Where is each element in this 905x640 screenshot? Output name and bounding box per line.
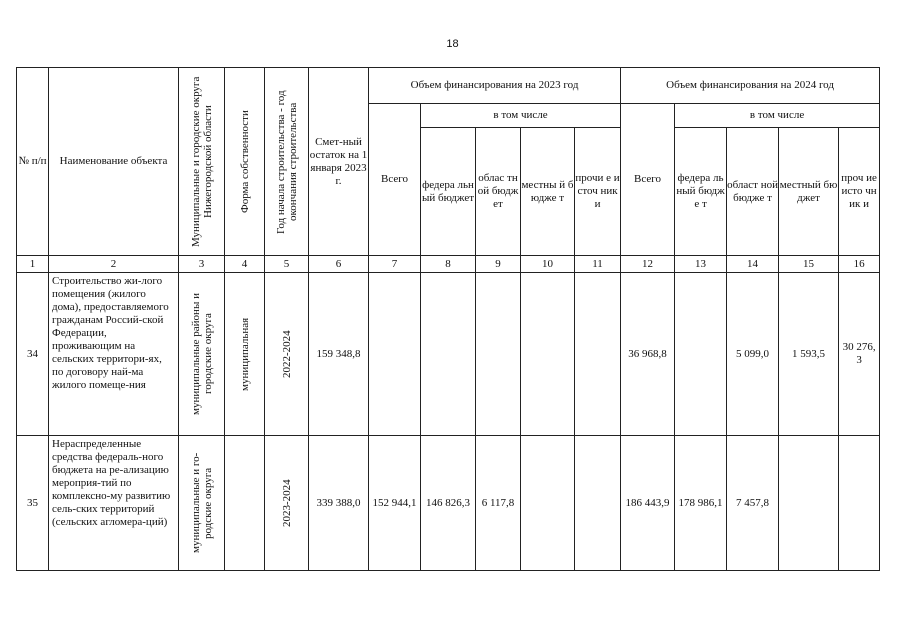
row-federal-2024 bbox=[675, 273, 727, 436]
header-regional-2024: област ной бюдже т bbox=[727, 128, 779, 256]
row-ownership: муниципальная bbox=[225, 273, 265, 436]
row-municipality: муниципальные районы и городские округа bbox=[179, 273, 225, 436]
row-total-2023: 152 944,1 bbox=[369, 436, 421, 571]
row-regional-2023: 6 117,8 bbox=[476, 436, 521, 571]
row-total-2023 bbox=[369, 273, 421, 436]
header-fin-2023: Объем финансирования на 2023 год bbox=[369, 68, 621, 104]
header-name: Наименование объекта bbox=[49, 68, 179, 256]
row-num: 34 bbox=[17, 273, 49, 436]
header-municipality: Муниципальные и городские округа Нижегородской области bbox=[179, 68, 225, 256]
row-other-2024 bbox=[839, 436, 880, 571]
row-remainder: 339 388,0 bbox=[309, 436, 369, 571]
row-total-2024: 186 443,9 bbox=[621, 436, 675, 571]
header-total-2024: Всего bbox=[621, 104, 675, 256]
column-number: 4 bbox=[225, 256, 265, 273]
column-number: 9 bbox=[476, 256, 521, 273]
row-name: Строительство жи-лого помещения (жилого дома), предоставляемого гражданам Россий-ской Федерации, проживающим на сельских территори-ях, по договору най-ма жилого помеще-ния bbox=[49, 273, 179, 436]
header-local-2023: местны й бюдже т bbox=[521, 128, 575, 256]
row-local-2024: 1 593,5 bbox=[779, 273, 839, 436]
column-number: 10 bbox=[521, 256, 575, 273]
row-municipality: муниципальные и го-родские округа bbox=[179, 436, 225, 571]
row-remainder: 159 348,8 bbox=[309, 273, 369, 436]
column-number: 6 bbox=[309, 256, 369, 273]
column-number: 12 bbox=[621, 256, 675, 273]
row-federal-2024: 178 986,1 bbox=[675, 436, 727, 571]
page-number: 18 bbox=[446, 38, 459, 50]
header-ownership: Форма собственности bbox=[225, 68, 265, 256]
header-including-2023: в том числе bbox=[421, 104, 621, 128]
row-other-2023 bbox=[575, 436, 621, 571]
column-number: 8 bbox=[421, 256, 476, 273]
row-num: 35 bbox=[17, 436, 49, 571]
header-total-2023: Всего bbox=[369, 104, 421, 256]
financing-table bbox=[16, 67, 880, 571]
header-federal-2023: федера льный бюджет bbox=[421, 128, 476, 256]
header-remainder: Смет-ный остаток на 1 января 2023 г. bbox=[309, 68, 369, 256]
row-total-2024: 36 968,8 bbox=[621, 273, 675, 436]
row-local-2024 bbox=[779, 436, 839, 571]
header-years: Год начала строительства - год окончания строительства bbox=[265, 68, 309, 256]
header-other-2023: прочи е источ ники bbox=[575, 128, 621, 256]
column-numbers-row bbox=[17, 256, 880, 273]
header-including-2024: в том числе bbox=[675, 104, 880, 128]
column-number: 16 bbox=[839, 256, 880, 273]
column-number: 14 bbox=[727, 256, 779, 273]
row-regional-2024: 7 457,8 bbox=[727, 436, 779, 571]
header-other-2024: проч ие исто чник и bbox=[839, 128, 880, 256]
column-number: 2 bbox=[49, 256, 179, 273]
column-number: 7 bbox=[369, 256, 421, 273]
column-number: 11 bbox=[575, 256, 621, 273]
row-regional-2023 bbox=[476, 273, 521, 436]
row-ownership bbox=[225, 436, 265, 571]
row-local-2023 bbox=[521, 436, 575, 571]
row-other-2023 bbox=[575, 273, 621, 436]
table-row bbox=[17, 436, 880, 571]
column-number: 1 bbox=[17, 256, 49, 273]
row-name: Нераспределенные средства федераль-ного бюджета на ре-ализацию мероприя-тий по комплексно-му развитию сель-ских территорий (сельских агломера-ций) bbox=[49, 436, 179, 571]
header-num: № п/п bbox=[17, 68, 49, 256]
row-federal-2023: 146 826,3 bbox=[421, 436, 476, 571]
header-fin-2024: Объем финансирования на 2024 год bbox=[621, 68, 880, 104]
table-row bbox=[17, 273, 880, 436]
row-regional-2024: 5 099,0 bbox=[727, 273, 779, 436]
column-number: 5 bbox=[265, 256, 309, 273]
column-number: 15 bbox=[779, 256, 839, 273]
column-number: 13 bbox=[675, 256, 727, 273]
row-other-2024: 30 276, 3 bbox=[839, 273, 880, 436]
row-years: 2022-2024 bbox=[265, 273, 309, 436]
column-number: 3 bbox=[179, 256, 225, 273]
header-federal-2024: федера льный бюдже т bbox=[675, 128, 727, 256]
row-years: 2023-2024 bbox=[265, 436, 309, 571]
row-local-2023 bbox=[521, 273, 575, 436]
header-local-2024: местный бюджет bbox=[779, 128, 839, 256]
header-regional-2023: облас тной бюдж ет bbox=[476, 128, 521, 256]
row-federal-2023 bbox=[421, 273, 476, 436]
